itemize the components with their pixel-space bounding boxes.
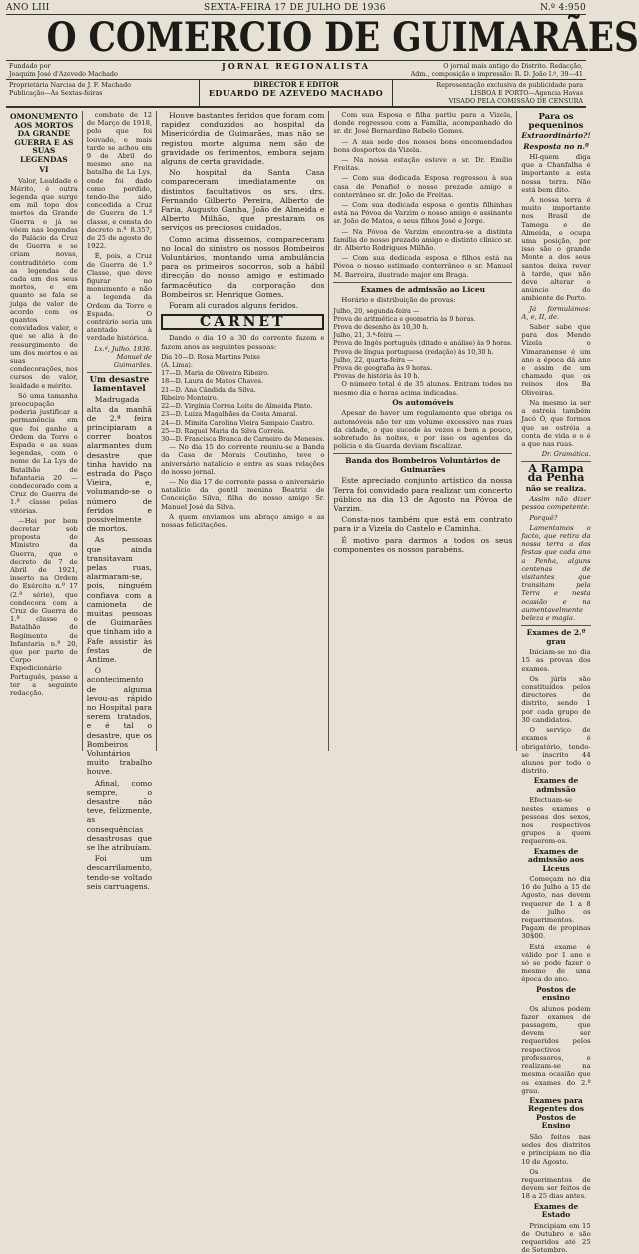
ads-line-1: Representação exclusiva de publicidade para <box>436 81 584 89</box>
list-item: Prova de Ingês português (ditado e análise) às 9 horas. <box>333 339 513 348</box>
paragraph: Os júris são constituídos pelos directores de distrito, sendo 1 por cada grupo de 30 candidatos. <box>521 674 591 724</box>
list-item: Prova de língua portuguesa (redação) às 10,30 h. <box>333 347 494 356</box>
list-item: 24—D. Mimita Carolina Vieira Sampaio Castro. <box>161 418 315 427</box>
list-item: 17—D. Maria de Oliveira Ribeiro. <box>161 369 269 378</box>
kids-heading: Para os pequeninos <box>528 112 584 131</box>
owner-line: Proprietária Narcisa de J. F. Machado <box>9 81 132 89</box>
column-5 <box>517 111 594 1254</box>
office-line-2: Adm., composição e impressão: R. D. João I.º, 39—41 <box>410 70 583 78</box>
paragraph: Houve bastantes feridos que foram com rapidez conduzidos ao hospital da Misericórdia de Guimarães, mas não se registou morte alguma nem são de gravidade os ferimentos, embora sejam alguns de certa gravidade. <box>161 111 325 167</box>
censorship-line: VISADO PELA COMISSÃO DE CENSURA <box>448 97 584 105</box>
list-item: 23—D. Luiza Magalhães da Costa Amaral. <box>161 410 298 419</box>
exam-2-heading: Exames de 2.º grau <box>526 628 586 646</box>
regentes-heading: Exames para Regentes dos Postos de Ensino <box>528 1095 585 1131</box>
director-box <box>199 80 394 106</box>
paragraph: Lamentamos o facto, que retira da nossa terra a das festas que cada ano a Penha, alguns centenas de visitantes que transitam pela Terra e nesta ocasião e na aumentavelmente beleza e magia. <box>521 523 591 623</box>
article-title-accident: Um desastre lamentavel <box>89 375 150 394</box>
paragraph: Só uma tamanha preocupação poderia justificar a permanência em que foi ganho a Ordem da Torre e Espada e as suas legendas, com o nome de La Lys do Batalhão de Infantaria 20 — condecorado com a Cruz de Guerra de 1.ª classe pelas vitórias. <box>10 391 78 515</box>
paragraph: —Hei por bem decretar sob proposta do Ministro da Guerra, que o decreto de 7 de Abril de 1921, inserto na Ordem do Exército n.º 17 (2.ª série), que condecora com a Cruz de Guerra de 1.ª classe o Batalhão de Regimento de Infantaria n.º 20, que por parte do Corpo Expedicionário Português, passe a ter a seguinte redacção. <box>10 516 78 698</box>
article-part-number: VI <box>39 165 49 174</box>
paragraph: Assim não dizer pessoa competente. <box>521 495 591 512</box>
exam-heading: Exames de admissão ao Liceu <box>360 284 486 294</box>
paragraph: Está exame é válido por 1 ano e só se pode fazer o mesmo de uma época do ano. <box>521 942 591 984</box>
paragraph: Começam no dia 16 de Julho a 15 de Agosto, nas devem requerer de 1 a 8 de julho os requerimentos. Pagam de propinas 30$00. <box>521 875 591 941</box>
paragraph: Foi um descarrilamento, tendo-se voltado seis carruagens. <box>86 854 153 891</box>
founder-name: Joaquim José d'Azevedo Machado <box>9 70 118 78</box>
masthead-subrow <box>6 60 586 80</box>
list-item: Julho, 20, segunda-feira — <box>333 306 420 315</box>
paragraph: Saber sabe que para dos Mendo Vizela o Vimaranense é um ano a época dá ano e assim de um chamado que os reinos dos Ba Oliveiras. <box>521 323 591 397</box>
list-item: 22—D. Virgínia Correa Leite de Almeida Pinto. <box>161 402 313 411</box>
state-exam-heading: Exames de Estado <box>533 1201 579 1220</box>
paragraph: Principiam em 15 de Outubro e são requeridos até 25 de Setembro. <box>521 1221 591 1254</box>
paragraph: O acontecimento de alguma levou-as rápido no Hospital para serem tratados, e é tal o desastre, que os Bombeiros Voluntários muito trabalho houve. <box>86 666 153 777</box>
office-info <box>393 61 586 79</box>
paragraph: Como acima dissemos, compareceram no local do sinistro os nossos Bombeiros Voluntários, montando uma ambulância para os primeiros socorros, sob a hábil direcção do nosso amigo e estimado farmacêutico da corporação dos Bombeiros sr. Henrique Gomes. <box>161 234 325 299</box>
paragraph: Efectuam-se nestes exames e pessoas dos sexos, nos respectivos grupos a quem requerem-os. <box>521 796 591 846</box>
paragraph: Madrugada alta da manhã de 2.ª feira principiaram a correr boatos alarmantes dum desastre que tinha havido na estrada do Paço Vieira, e, volumando-se o número de feridos e possivelmente de mortos. <box>86 395 153 534</box>
divider <box>333 282 512 283</box>
column-1 <box>6 111 83 751</box>
founder-info <box>6 61 199 79</box>
list-item: 18—D. Laura de Matos Chaves. <box>161 377 264 386</box>
owner-info <box>6 80 199 106</box>
paragraph: Iniciam-se no dia 15 as provas dos exames. <box>521 648 591 673</box>
exam-schedule <box>333 307 512 381</box>
column-4 <box>329 111 517 751</box>
paragraph: — No dia 15 do corrente reuniu-se a Banda da Casa de Morais Coutinho, teve o aniversário natalício e entre as suas relações do nosso jornal. <box>161 443 325 476</box>
paragraph: Com sua Esposa e filha partiu para a Vizela, donde regressou com a Família, acompanhado do sr. dr. José Bernardino Rebelo Gomes. <box>333 111 513 136</box>
rampa-subheading: não se realiza. <box>525 483 587 493</box>
paragraph: — Na nossa estação esteve o sr. Dr. Emílio Freitas. <box>333 156 513 173</box>
column-3 <box>157 111 329 751</box>
rampa-heading: A Rampa da Penha <box>527 462 585 484</box>
admission-heading: Exames de admissão <box>533 776 579 794</box>
paragraph: — Na Póvoa de Varzim encontra-se a distinta família do nosso prezado amigo e distinto clínico sr. dr. Alberto Rodrigues Milhão. <box>333 227 513 253</box>
masthead-title: O COMERCIO DE GUIMARÃES <box>46 14 639 61</box>
list-item: 25—D. Raquel Maria da Silva Correia. <box>161 426 286 435</box>
year-label: ANO LIII <box>6 3 50 13</box>
paragraph: É motivo para darmos a todos os seus componentes os nossos parabéns. <box>333 535 513 554</box>
list-item: Provas de história às 10 h. <box>333 372 420 381</box>
columns <box>6 111 591 1254</box>
paragraph: Porquê? <box>529 513 558 522</box>
list-item: Prova de desenho às 10,30 h. <box>333 322 429 331</box>
birthday-list <box>161 353 324 443</box>
divider <box>521 625 590 626</box>
paragraph: Valor, Lealdade e Mérito, é outra legenda que surge em mil topo dos mortos da Grande Guerra e já se vêem nas legendas do Palácio da Cruz de Guerra e se criam novas, contraditório com as legendas de cada um dos seus mortos, e em quanto se fala se julga de valor de acordo com os quantos convidados valer, e que se alia à do ressurgimento de um dos mortos e as suas condecorações, nos cursos de valor, lealdade e mérito. <box>10 176 78 390</box>
paragraph: São feitos nas sedes dos distritos e principiam no dia 10 de Agosto. <box>521 1132 591 1166</box>
paragraph: Dando o dia 10 a 30 do corrente fazem e fazem anos as seguintes pessoas: <box>161 334 325 351</box>
signature-date: Lx.ª, Julho. 1936. <box>94 344 153 353</box>
office-line-1: O jornal mais antigo do Distrito. Redacção, <box>443 62 583 70</box>
band-heading: Banda dos Bombeiros Voluntários de Guimarães <box>345 456 501 474</box>
paragraph: Os alunos podem fazer exames de passagem, que devem ser requeridos pelos respectivos professores, e realizam-se na mesma ocasião que os exames do 2.º grau. <box>521 1004 591 1095</box>
paragraph: Apesar de haver um regulamento que obriga os automóveis não ter um volume excessivo nas ruas da cidade, o que sucede às vezes e bem a pouco, sobretudo às noites, e por isso os agentes da polícia e da Guarda deviam fiscalizar. <box>333 409 513 451</box>
paragraph: A nossa terra é muito importante nos Brasil de Tamega e de Almeida, e ocupa uma posição, por isso são o grande Monte a dos seus santos deixa rever à tarde, que não deve alterar o anúncio do ambiente de Porto. <box>521 196 591 303</box>
paragraph: — No dia 17 de corrente passa o aniversário natalício da gentil menina Beatriz de Conceição Silva, filha do nosso amigo Sr. Manuel José da Silva. <box>161 477 325 511</box>
ads-info <box>393 80 586 106</box>
paragraph: Os requerimentos de devem ser feitos de 18 a 25 dias antes. <box>521 1167 591 1201</box>
paragraph: Já formulámos: A, e, II, de. <box>521 304 591 321</box>
director-title: DIRECTOR E EDITOR <box>253 80 339 89</box>
list-item: (A. Lima). <box>161 361 193 370</box>
issue-date: SEXTA-FEIRA 17 DE JULHO DE 1936 <box>203 3 386 13</box>
masthead-subrow-2 <box>6 80 586 108</box>
article-title-monument: OMONUMENTO AOS MORTOS DA GRANDE GUERRA E AS SUAS LEGENDAS <box>10 112 78 164</box>
paragraph: — Com sua dedicada esposa e gentis filhinhas está na Póvoa de Varzim o nosso amigo e assinante sr. João de Matos, e seus filhos José e Jorge. <box>333 201 513 226</box>
divider <box>333 453 512 454</box>
paragraph: A quem enviamos um abraço amigo e as nossas felicitações. <box>161 512 325 529</box>
paragraph: Este apreciado conjunto artístico da nossa Terra foi convidado para realizar um concerto público na dia 13 de Agosto na Póvoa de Varzim. <box>333 476 513 513</box>
kids-signature: Dr. Gramática. <box>541 450 591 459</box>
liceu-admission-heading: Exames de admissão aos Liceus <box>528 846 584 873</box>
list-item: Ribeiro Monteiro. <box>161 393 219 402</box>
paragraph: Na mesmo ia ser a estreia também Jacó Ó, que formos que se estréia a conta de vida e o é a que nas ruas. <box>521 398 591 448</box>
signature-name: Manuel de Guimarães. <box>113 352 153 370</box>
list-item: Julho, 21, 3.ª-feira — <box>333 331 402 340</box>
list-item: 21—D. Ana Cândida da Silva. <box>161 385 256 394</box>
paragraph: Foram ali curados alguns feridos. <box>169 301 299 311</box>
list-item: Prova de aritmética e geometria às 9 horas. <box>333 314 476 323</box>
automobiles-heading: Os automóveis <box>392 397 454 407</box>
paragraph: O número total é de 35 alunos. Entram todos no mesmo dia e horas acima indicadas. <box>333 380 513 397</box>
paragraph: — A sua sede dos nossos bons encomendados bons desportos da Vizela. <box>333 137 513 154</box>
paragraph: Consta-nos também que está em contrato para ir a Vizela do Castelo e Caminha. <box>333 515 513 534</box>
kids-subheading-2: Resposta no n.º <box>523 141 589 151</box>
paragraph: As pessoas que ainda transitavam pelas ruas, alarmaram-se, pois, ninguém confiava com a camioneta de muitas pessoas de Guimarães que tinham ido a Fafe assistir às festas de Antime. <box>86 535 153 664</box>
paragraph: — Com sua dedicada Esposa regressou à sua casa de Penafiel o nosso prezado amigo e conterrâneo sr. dr. João de Freitas. <box>333 174 513 199</box>
journal-tagline: JORNAL REGIONALISTA <box>221 61 370 71</box>
issue-number: N.º 4:950 <box>540 3 586 13</box>
list-item: Prova de geografia às 9 horas. <box>333 363 433 372</box>
founder-label: Fundado por <box>9 62 51 70</box>
publication-line: Publicação—Às Sextas-feiras <box>9 89 103 97</box>
carnet-heading: CARNET <box>161 314 324 330</box>
list-item: 30—D. Francisca Branca de Carneiro de Meneses. <box>161 434 325 443</box>
director-name: EDUARDO DE AZEVEDO MACHADO <box>208 88 384 98</box>
ads-line-2: LISBOA E PORTO—Agencia Havas <box>470 89 584 97</box>
kids-subheading-1: Extraordinário?! <box>521 131 591 140</box>
paragraph: No hospital da Santa Casa compareceram imediatamente os distintos facultativos os srs. drs. Fernando Gilberto Pereira, Alberto de Faria, Augusto Ganha, João de Almeida e Alberto Milhão, que prestaram os serviços os preciosos cuidados. <box>161 168 325 233</box>
list-item: Julho, 22, quarta-feira — <box>333 355 414 364</box>
list-item: Dia 10—D. Rosa Martins Peixe <box>161 352 261 361</box>
paragraph: Afinal, como sempre, o desastre não teve, felizmente, as consequências desastrosas que se lhe atribuíam. <box>86 778 153 853</box>
paragraph: O serviço de exames é obrigatório, tendo-se inscrito 44 alunos por todo o distrito. <box>521 726 591 776</box>
paragraph: — Com sua dedicada esposa e filhos está na Póvoa o nosso estimado conterrâneo o sr. Manuel M. Barreira, ilustrado major em Braga. <box>333 254 513 279</box>
paragraph: combate de 12 de Março de 1918, pelo que foi louvado, e mais tarde se achou em 9 de Abril do mesmo ano na batalha de La Lys, onde foi dado como perdido, tendo-lhe sido concedida a Cruz de Guerra de 1.ª classe, e consta do decreto n.º 8.357, de 25 de agosto de 1922. <box>86 111 153 251</box>
postos-heading: Postos de ensino <box>536 984 576 1003</box>
column-2 <box>83 111 157 891</box>
paragraph: Hl-quem diga que a Chanfalha é importante a esta nossa terra. Não está bem dito. <box>521 153 591 194</box>
divider <box>87 372 152 373</box>
paragraph: Horário e distribuição de provas: <box>341 296 456 305</box>
paragraph: É, pois, a Cruz de Guerra de 1.ª Classe, que deve figurar no monumento e não a legenda da Ordem da Torre e Espada. O contrário seria um atentado à verdade histórica. <box>86 252 153 343</box>
